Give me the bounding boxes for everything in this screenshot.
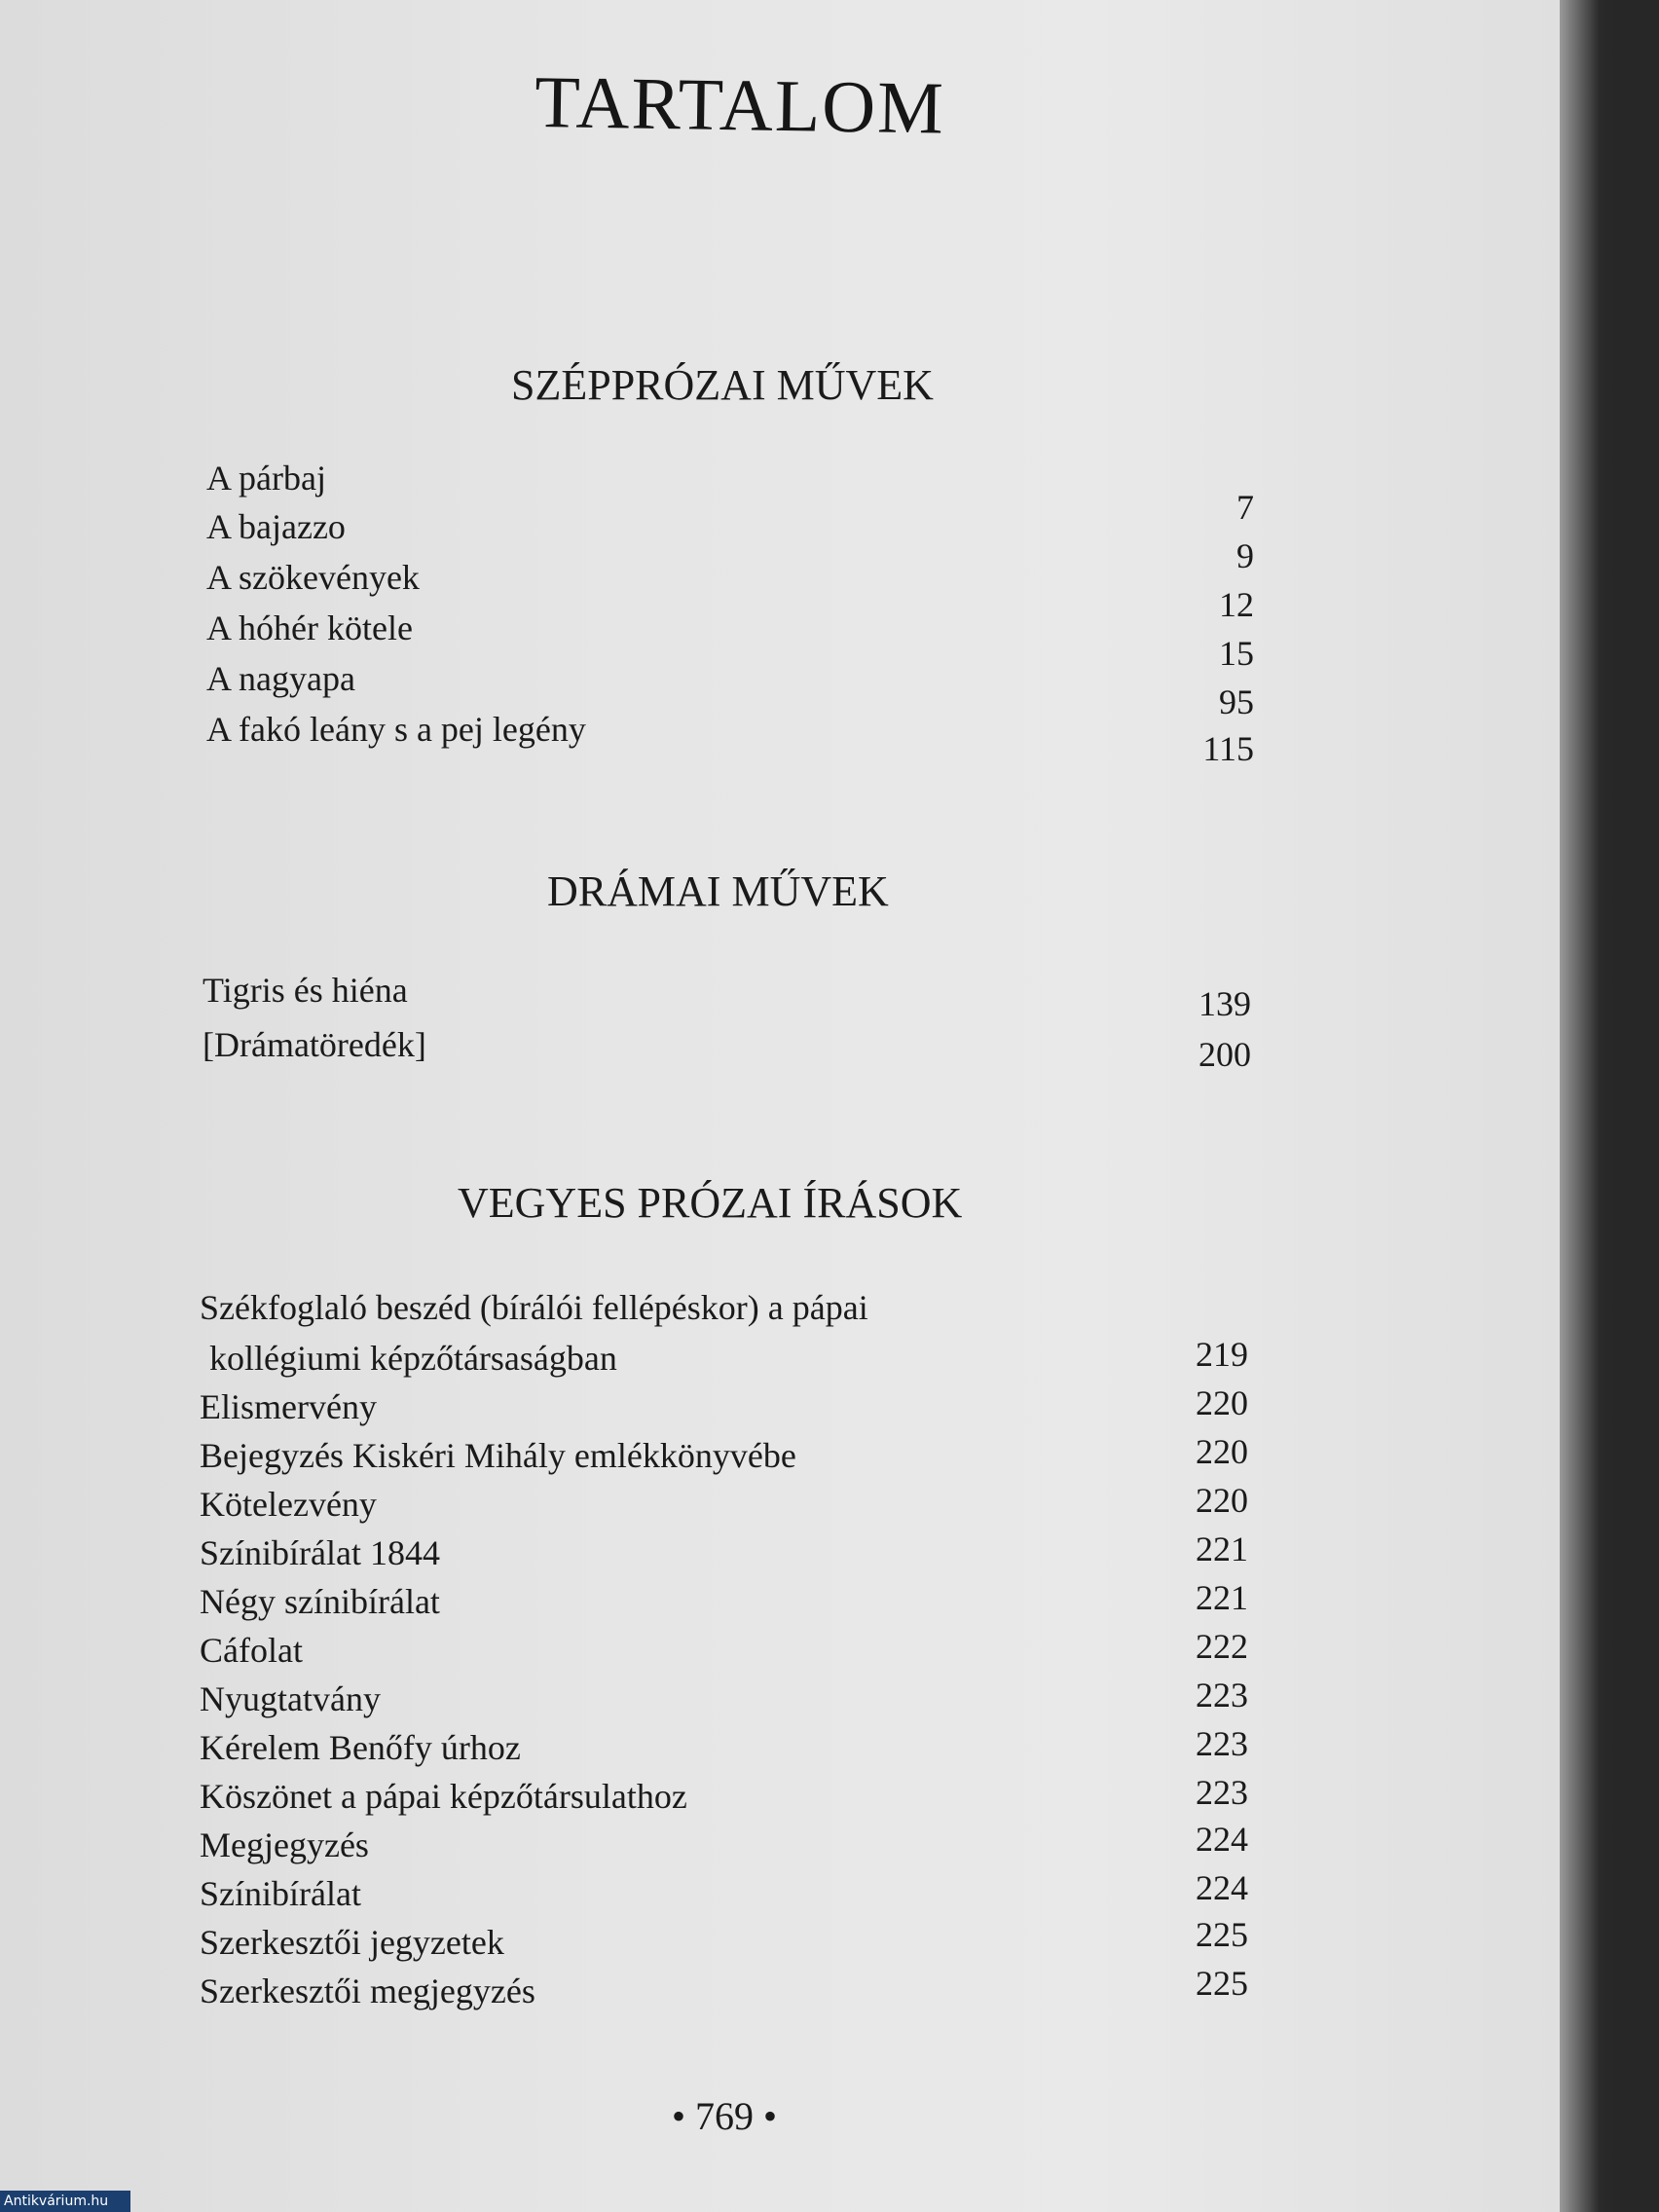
toc-entry-page: 219 (1196, 1335, 1248, 1374)
toc-entry-page: 9 (1236, 536, 1254, 575)
page-number: • 769 • (672, 2094, 778, 2138)
toc-entry-title: Bejegyzés Kiskéri Mihály emlékkönyvébe (200, 1436, 796, 1475)
toc-entry-page: 223 (1196, 1724, 1248, 1763)
toc-entry-page: 220 (1196, 1383, 1248, 1422)
toc-entry-title: Cáfolat (200, 1631, 303, 1670)
toc-entry-title: Négy színibírálat (200, 1582, 440, 1621)
toc-entry-title: A bajazzo (206, 507, 346, 546)
toc-entry-page: 224 (1196, 1820, 1248, 1859)
toc-entry-page: 221 (1196, 1530, 1248, 1568)
section-heading-vegyes: VEGYES PRÓZAI ÍRÁSOK (458, 1179, 963, 1227)
page-title: TARTALOM (534, 60, 946, 150)
toc-entry-title: A nagyapa (206, 659, 355, 698)
toc-entry-title: Tigris és hiéna (203, 971, 408, 1010)
toc-entry-title: Elismervény (200, 1387, 377, 1426)
toc-entry-title-continued: kollégiumi képzőtársaságban (209, 1339, 617, 1378)
toc-entry-page: 225 (1196, 1964, 1248, 2003)
toc-entry-title: Székfoglaló beszéd (bírálói fellépéskor) a pápai (200, 1288, 868, 1327)
toc-entry-title: Színibírálat 1844 (200, 1533, 440, 1572)
toc-entry-page: 222 (1196, 1627, 1248, 1666)
toc-entry-page: 7 (1236, 488, 1254, 527)
toc-entry-page: 220 (1196, 1432, 1248, 1471)
section-heading-dramai: DRÁMAI MŰVEK (547, 867, 889, 915)
toc-entry-title: A szökevények (206, 558, 420, 597)
toc-entry-title: A hóhér kötele (206, 608, 413, 647)
toc-entry-page: 225 (1196, 1915, 1248, 1954)
toc-entry-page: 115 (1202, 729, 1254, 768)
toc-entry-page: 139 (1198, 984, 1251, 1023)
book-spine-shadow (1614, 0, 1659, 2212)
toc-entry-title: Megjegyzés (200, 1825, 369, 1864)
toc-entry-title: A fakó leány s a pej legény (206, 710, 586, 749)
toc-entry-page: 200 (1198, 1035, 1251, 1074)
toc-entry-title: Kérelem Benőfy úrhoz (200, 1728, 521, 1767)
toc-entry-page: 223 (1196, 1676, 1248, 1714)
toc-entry-page: 12 (1219, 585, 1254, 624)
section-heading-szepprozai: SZÉPPRÓZAI MŰVEK (511, 361, 934, 409)
toc-entry-title: A párbaj (206, 459, 326, 498)
toc-entry-page: 220 (1196, 1481, 1248, 1520)
toc-entry-title: [Drámatöredék] (203, 1025, 426, 1064)
toc-entry-title: Szerkesztői megjegyzés (200, 1972, 535, 2010)
toc-entry-page: 223 (1196, 1773, 1248, 1812)
toc-entry-page: 221 (1196, 1578, 1248, 1617)
toc-entry-page: 95 (1219, 682, 1254, 721)
toc-entry-title: Színibírálat (200, 1874, 361, 1913)
toc-entry-title: Szerkesztői jegyzetek (200, 1923, 504, 1962)
toc-entry-title: Köszönet a pápai képzőtársulathoz (200, 1777, 687, 1816)
toc-entry-title: Kötelezvény (200, 1485, 377, 1524)
toc-entry-page: 224 (1196, 1868, 1248, 1907)
toc-entry-title: Nyugtatvány (200, 1679, 381, 1718)
toc-entry-page: 15 (1219, 634, 1254, 673)
watermark: Antikvárium.hu (0, 2191, 130, 2212)
